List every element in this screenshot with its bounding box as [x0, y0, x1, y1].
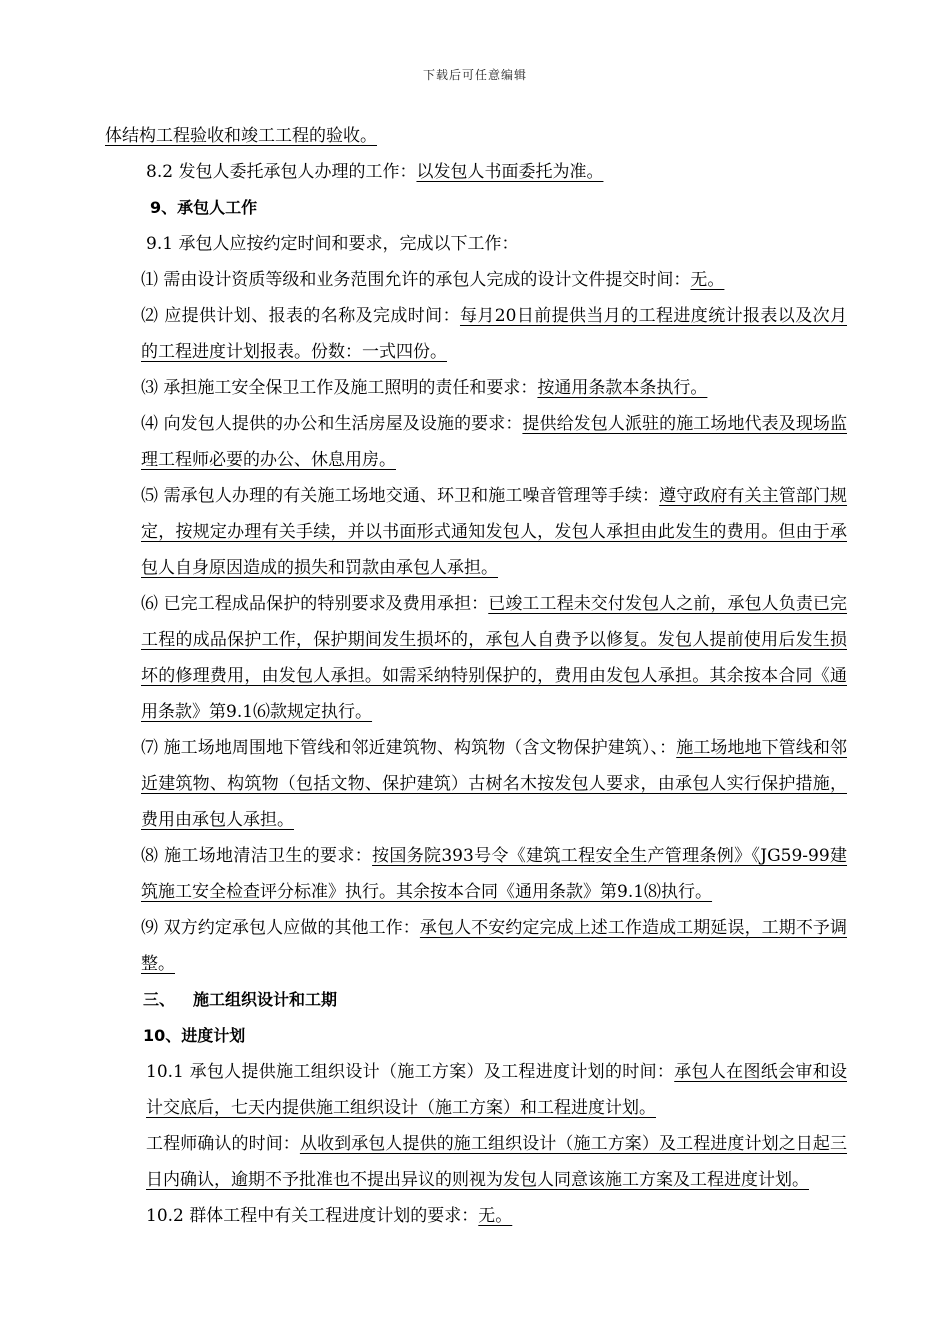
paragraph-acceptance	[105, 118, 847, 154]
item-9	[105, 910, 847, 982]
item-label: ⑹ 已完工程成品保护的特别要求及费用承担：	[141, 594, 489, 614]
item-8	[105, 838, 847, 910]
engineer-confirmation	[105, 1126, 847, 1198]
underlined-value: 以发包人书面委托为准。	[416, 162, 604, 182]
underlined-value: 承包人在图纸会审和设计交底后，七天内提供施工组织设计（施工方案）和工程进度计划。	[146, 1062, 847, 1118]
underlined-value: 施工场地地下管线和邻近建筑物、构筑物（包括文物、保护建筑）古树名木按发包人要求，由承包人实行保护措施，费用由承包人承担。	[141, 738, 848, 830]
item-label: ⑵ 应提供计划、报表的名称及完成时间：	[141, 306, 460, 326]
clause-label: 8.2 发包人委托承包人办理的工作：	[146, 162, 417, 182]
underlined-value: 按国务院393号令《建筑工程安全生产管理条例》《JG59-99建筑施工安全检查评分标准》执行。其余按本合同《通用条款》第9.1⑻执行。	[141, 846, 848, 902]
clause-8-2	[105, 154, 847, 190]
item-label: ⑷ 向发包人提供的办公和生活房屋及设施的要求：	[141, 414, 523, 434]
item-label: ⑴ 需由设计资质等级和业务范围允许的承包人完成的设计文件提交时间：	[141, 270, 691, 290]
section-heading-9: 9、承包人工作	[150, 198, 258, 217]
item-2	[105, 298, 847, 370]
chapter-title: 施工组织设计和工期	[193, 990, 338, 1009]
underlined-value: 体结构工程验收和竣工工程的验收。	[105, 126, 377, 146]
underlined-value: 每月20日前提供当月的工程进度统计报表以及次月的工程进度计划报表。份数：一式四份。	[141, 306, 847, 362]
page-header: 下载后可任意编辑	[422, 68, 527, 82]
underlined-value: 提供给发包人派驻的施工场地代表及现场监理工程师必要的办公、休息用房。	[141, 414, 847, 470]
item-label: ⑻ 施工场地清洁卫生的要求：	[141, 846, 373, 866]
item-label: ⑼ 双方约定承包人应做的其他工作：	[141, 918, 420, 938]
item-label: ⑺ 施工场地周围地下管线和邻近建筑物、构筑物（含文物保护建筑）、：	[141, 738, 677, 758]
document-body	[105, 118, 847, 1234]
underlined-value: 按通用条款本条执行。	[537, 378, 708, 398]
item-3	[105, 370, 847, 406]
chapter-number: 三、	[143, 990, 176, 1009]
item-label: ⑸ 需承包人办理的有关施工场地交通、环卫和施工噪音管理等手续：	[141, 486, 660, 506]
clause-10-2	[105, 1198, 847, 1234]
underlined-value: 承包人不安约定完成上述工作造成工期延误，工期不予调整。	[141, 918, 848, 974]
underlined-value: 无。	[690, 270, 725, 290]
clause-9-1: 9.1 承包人应按约定时间和要求，完成以下工作：	[146, 234, 519, 254]
chapter-heading-3	[105, 982, 847, 1018]
clause-label: 10.1 承包人提供施工组织设计（施工方案）及工程进度计划的时间：	[146, 1062, 675, 1082]
clause-label: 10.2 群体工程中有关工程进度计划的要求：	[146, 1206, 479, 1226]
underlined-value: 遵守政府有关主管部门规定，按规定办理有关手续，并以书面形式通知发包人，发包人承担由此发生的费用。但由于承包人自身原因造成的损失和罚款由承包人承担。	[141, 486, 848, 578]
item-4	[105, 406, 847, 478]
clause-10-1	[105, 1054, 847, 1126]
clause-label: 工程师确认的时间：	[146, 1134, 300, 1154]
underlined-value: 已竣工工程未交付发包人之前，承包人负责已完工程的成品保护工作，保护期间发生损坏的，承包人自费予以修复。发包人提前使用后发生损坏的修理费用，由发包人承担。如需采纳特别保护的，费用由发包人承担。其余按本合同《通用条款》第9.1⑹款规定执行。	[141, 594, 848, 722]
item-6	[105, 586, 847, 730]
item-5	[105, 478, 847, 586]
item-1	[105, 262, 847, 298]
item-7	[105, 730, 847, 838]
underlined-value: 从收到承包人提供的施工组织设计（施工方案）及工程进度计划之日起三日内确认，逾期不予批准也不提出异议的则视为发包人同意该施工方案及工程进度计划。	[146, 1134, 848, 1190]
item-label: ⑶ 承担施工安全保卫工作及施工照明的责任和要求：	[141, 378, 538, 398]
underlined-value: 无。	[478, 1206, 513, 1226]
section-heading-10: 10、进度计划	[143, 1026, 246, 1045]
